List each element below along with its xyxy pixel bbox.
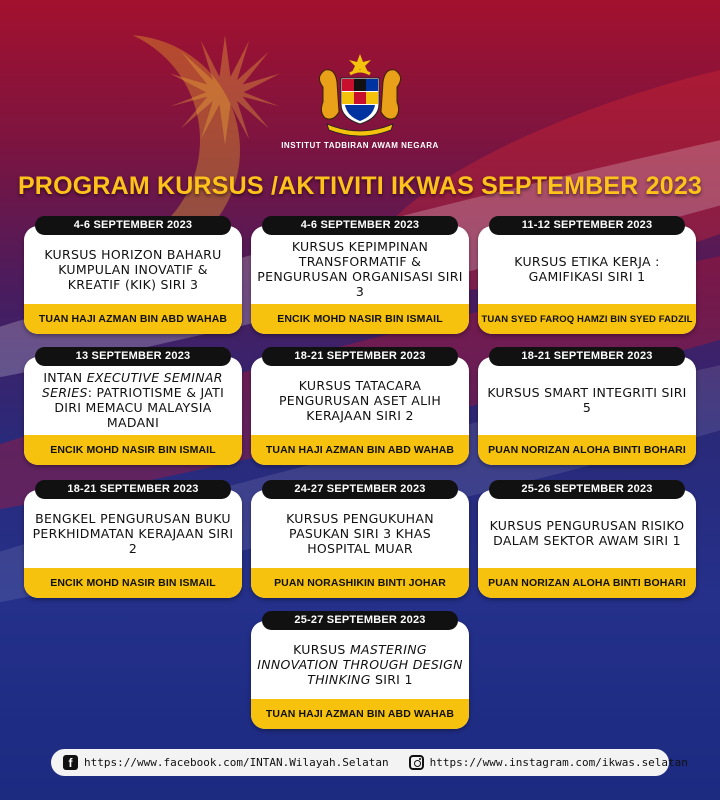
course-title-italic: EXECUTIVE SEMINAR SERIES [41,370,223,400]
instagram-icon [409,755,424,770]
course-date: 25-27 SEPTEMBER 2023 [262,611,458,630]
course-speaker: TUAN SYED FAROQ HAMZI BIN SYED FADZIL [478,304,696,334]
course-date: 18-21 SEPTEMBER 2023 [489,347,685,366]
instagram-url[interactable]: https://www.instagram.com/ikwas.selatan [429,756,688,769]
course-card-body [478,490,696,598]
course-speaker: TUAN HAJI AZMAN BIN ABD WAHAB [251,699,469,729]
course-date: 13 SEPTEMBER 2023 [35,347,231,366]
course-speaker: PUAN NORIZAN ALOHA BINTI BOHARI [478,568,696,598]
course-card [478,480,696,598]
course-date: 18-21 SEPTEMBER 2023 [262,347,458,366]
course-date: 24-27 SEPTEMBER 2023 [262,480,458,499]
course-speaker: TUAN HAJI AZMAN BIN ABD WAHAB [251,435,469,465]
course-card [251,347,469,465]
course-card-body [24,490,242,598]
course-card [251,611,469,729]
star-decoration [170,35,280,145]
course-title-text: SIRI 1 [370,671,413,687]
course-card-body [24,226,242,334]
course-card-body [251,226,469,334]
facebook-icon: f [63,755,78,770]
course-title [257,635,463,693]
course-card-body [478,226,696,334]
course-speaker: PUAN NORIZAN ALOHA BINTI BOHARI [478,435,696,465]
course-speaker: ENCIK MOHD NASIR BIN ISMAIL [24,435,242,465]
course-card-body [24,357,242,465]
course-date: 18-21 SEPTEMBER 2023 [35,480,231,499]
course-title: KURSUS SMART INTEGRITI SIRI 5 [487,385,687,415]
organization-name: INSTITUT TADBIRAN AWAM NEGARA [281,141,439,150]
social-links-bar [51,749,688,776]
course-title-text: INTAN [43,370,87,385]
course-date: 25-26 SEPTEMBER 2023 [489,480,685,499]
course-speaker: PUAN NORASHIKIN BINTI JOHAR [251,568,469,598]
course-speaker: TUAN HAJI AZMAN BIN ABD WAHAB [24,304,242,334]
course-date: 4-6 SEPTEMBER 2023 [35,216,231,235]
course-title: KURSUS PENGURUSAN RISIKO DALAM SEKTOR AWAM SIRI 1 [489,518,685,548]
course-speaker: ENCIK MOHD NASIR BIN ISMAIL [251,304,469,334]
coat-of-arms-logo [305,52,415,137]
course-card [24,480,242,598]
course-title: KURSUS PENGUKUHAN PASUKAN SIRI 3 KHAS HOSPITAL MUAR [286,510,434,556]
facebook-link[interactable] [63,755,389,770]
course-card [24,216,242,334]
instagram-link[interactable] [409,755,688,770]
course-speaker: ENCIK MOHD NASIR BIN ISMAIL [24,568,242,598]
course-date: 4-6 SEPTEMBER 2023 [262,216,458,235]
course-card-body [251,357,469,465]
course-title: KURSUS HORIZON BAHARU KUMPULAN INOVATIF & KREATIF (KIK) SIRI 3 [44,246,222,292]
course-card [478,216,696,334]
course-title-text: KURSUS [293,641,350,657]
course-title-italic: MASTERING INNOVATION THROUGH DESIGN THINKING [257,641,463,687]
course-card [251,216,469,334]
course-title: KURSUS TATACARA PENGURUSAN ASET ALIH KERAJAAN SIRI 2 [278,377,442,423]
course-title: KURSUS KEPIMPINAN TRANSFORMATIF & PENGURUSAN ORGANISASI SIRI 3 [257,239,463,299]
course-card [478,347,696,465]
course-card [24,347,242,465]
course-title [30,371,236,429]
course-card-body [251,490,469,598]
course-title: BENGKEL PENGURUSAN BUKU PERKHIDMATAN KERAJAAN SIRI 2 [32,510,234,556]
course-date: 11-12 SEPTEMBER 2023 [489,216,685,235]
course-title: KURSUS ETIKA KERJA : GAMIFIKASI SIRI 1 [514,254,660,284]
facebook-url[interactable]: https://www.facebook.com/INTAN.Wilayah.Selatan [84,756,389,769]
course-card [251,480,469,598]
course-card-body [478,357,696,465]
course-title-text: : PATRIOTISME & JATI DIRI MEMACU MALAYSIA MADANI [54,385,225,430]
course-card-body [251,621,469,729]
page-title: PROGRAM KURSUS /AKTIVITI IKWAS SEPTEMBER 2023 [17,172,703,200]
